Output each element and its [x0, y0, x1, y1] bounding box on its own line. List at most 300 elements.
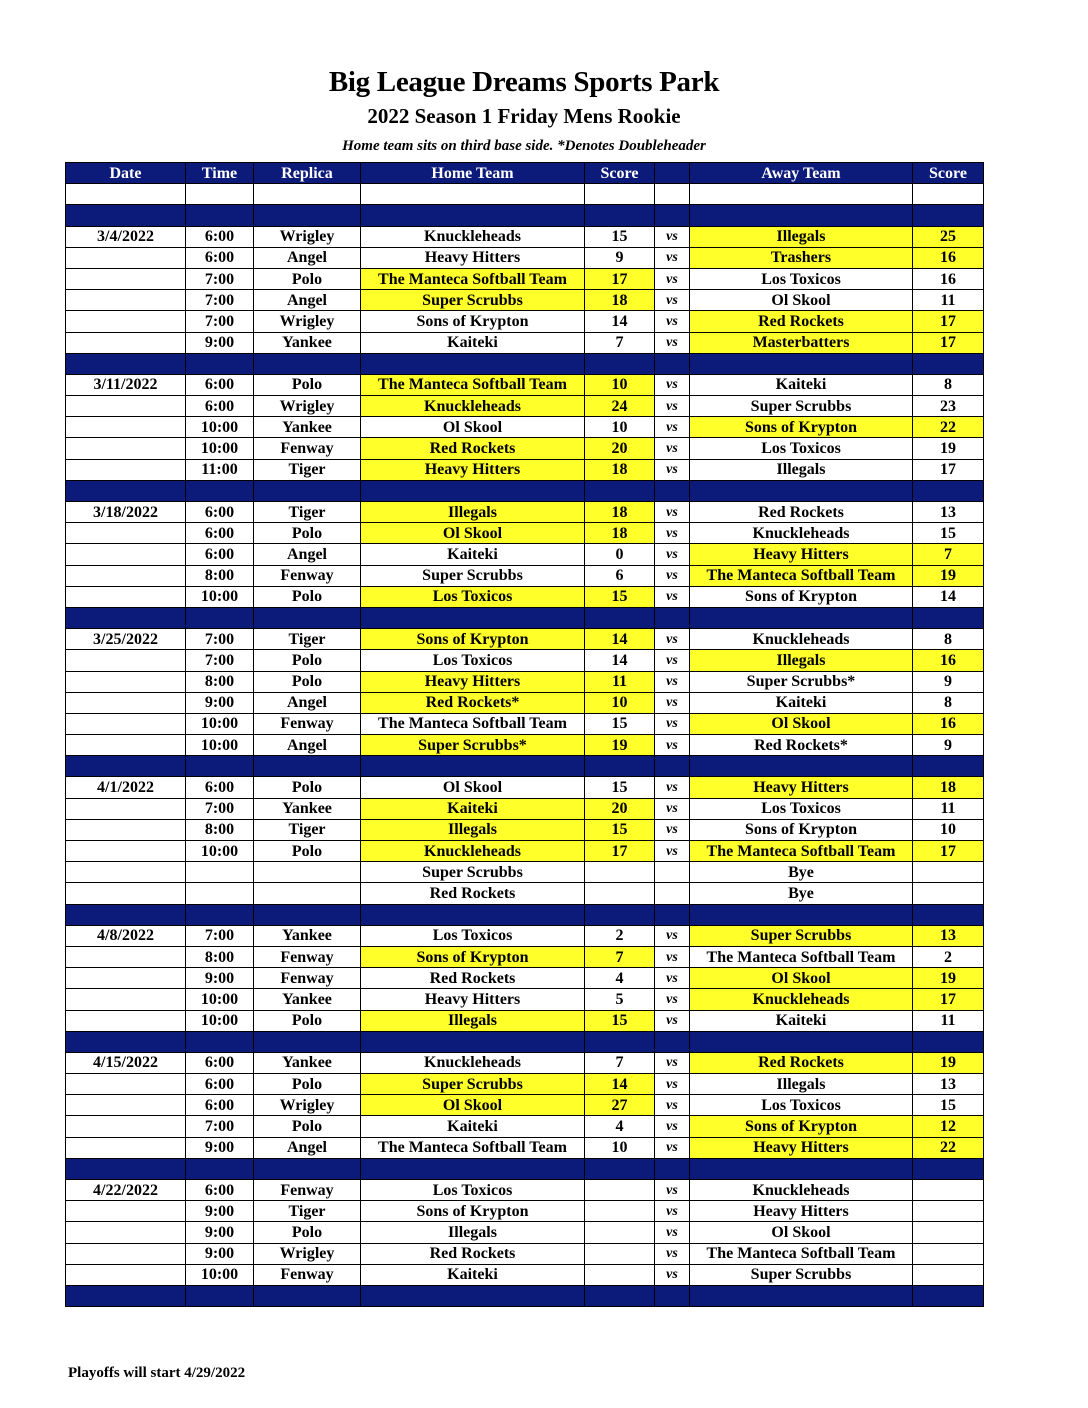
away-score-cell: 22 — [913, 417, 984, 438]
away-score-cell: 2 — [913, 946, 984, 967]
away-score-cell: 17 — [913, 459, 984, 480]
home-team-cell: Heavy Hitters — [361, 671, 585, 692]
away-score-cell: 17 — [913, 841, 984, 862]
column-header-home-score: Score — [585, 163, 655, 184]
away-score-cell: 16 — [913, 650, 984, 671]
vs-cell: vs — [655, 1264, 690, 1285]
away-team-cell: Red Rockets* — [690, 735, 913, 756]
date-cell — [66, 1243, 186, 1264]
home-score-cell: 14 — [585, 650, 655, 671]
separator-cell — [254, 353, 361, 374]
away-score-cell: 17 — [913, 989, 984, 1010]
away-team-cell: Illegals — [690, 459, 913, 480]
separator-cell — [655, 756, 690, 777]
separator-cell — [66, 480, 186, 501]
home-score-cell: 7 — [585, 946, 655, 967]
separator-cell — [186, 607, 254, 628]
home-team-cell: Illegals — [361, 1010, 585, 1031]
separator-cell — [690, 1031, 913, 1052]
date-cell — [66, 247, 186, 268]
time-cell — [186, 862, 254, 883]
home-team-cell: Heavy Hitters — [361, 459, 585, 480]
week-separator-row — [66, 756, 984, 777]
away-team-cell: The Manteca Softball Team — [690, 946, 913, 967]
separator-cell — [254, 904, 361, 925]
vs-cell: vs — [655, 332, 690, 353]
time-cell: 10:00 — [186, 841, 254, 862]
vs-cell: vs — [655, 735, 690, 756]
home-team-cell: Illegals — [361, 819, 585, 840]
date-cell: 4/22/2022 — [66, 1180, 186, 1201]
game-row — [66, 417, 984, 438]
home-score-cell: 19 — [585, 735, 655, 756]
away-score-cell: 13 — [913, 1074, 984, 1095]
vs-cell — [655, 883, 690, 904]
time-cell: 9:00 — [186, 332, 254, 353]
away-team-cell: Red Rockets — [690, 502, 913, 523]
date-cell — [66, 862, 186, 883]
away-team-cell: Sons of Krypton — [690, 417, 913, 438]
away-team-cell: Kaiteki — [690, 1010, 913, 1031]
week-separator-row — [66, 607, 984, 628]
separator-cell — [361, 904, 585, 925]
home-team-cell: The Manteca Softball Team — [361, 374, 585, 395]
away-score-cell: 8 — [913, 692, 984, 713]
game-row — [66, 1222, 984, 1243]
replica-cell: Fenway — [254, 1264, 361, 1285]
separator-cell — [66, 607, 186, 628]
away-score-cell: 11 — [913, 798, 984, 819]
away-score-cell: 8 — [913, 629, 984, 650]
game-row — [66, 1180, 984, 1201]
home-team-cell: The Manteca Softball Team — [361, 268, 585, 289]
away-team-cell: Ol Skool — [690, 713, 913, 734]
game-row — [66, 798, 984, 819]
time-cell: 7:00 — [186, 290, 254, 311]
separator-cell — [254, 1031, 361, 1052]
separator-cell — [655, 1031, 690, 1052]
away-score-cell — [913, 862, 984, 883]
home-team-cell: Knuckleheads — [361, 1052, 585, 1073]
away-score-cell — [913, 1243, 984, 1264]
separator-cell — [66, 1158, 186, 1179]
replica-cell: Yankee — [254, 925, 361, 946]
game-row — [66, 1010, 984, 1031]
date-cell — [66, 311, 186, 332]
vs-cell: vs — [655, 692, 690, 713]
away-score-cell: 18 — [913, 777, 984, 798]
replica-cell: Fenway — [254, 565, 361, 586]
separator-cell — [361, 480, 585, 501]
time-cell: 6:00 — [186, 1095, 254, 1116]
separator-cell — [66, 205, 186, 226]
date-cell — [66, 459, 186, 480]
replica-cell: Polo — [254, 650, 361, 671]
replica-cell: Yankee — [254, 798, 361, 819]
game-row — [66, 502, 984, 523]
away-team-cell: Heavy Hitters — [690, 1137, 913, 1158]
separator-cell — [254, 480, 361, 501]
replica-cell: Angel — [254, 290, 361, 311]
week-separator-row — [66, 1031, 984, 1052]
replica-cell: Tiger — [254, 819, 361, 840]
game-row — [66, 268, 984, 289]
home-team-cell: Sons of Krypton — [361, 1201, 585, 1222]
home-score-cell: 6 — [585, 565, 655, 586]
away-team-cell: Red Rockets — [690, 1052, 913, 1073]
away-team-cell: Ol Skool — [690, 1222, 913, 1243]
week-separator-row — [66, 480, 984, 501]
home-score-cell — [585, 1180, 655, 1201]
home-score-cell: 14 — [585, 1074, 655, 1095]
away-score-cell: 9 — [913, 671, 984, 692]
separator-cell — [361, 1285, 585, 1306]
separator-cell — [361, 205, 585, 226]
home-score-cell: 18 — [585, 459, 655, 480]
home-team-cell: Knuckleheads — [361, 841, 585, 862]
separator-cell — [913, 1158, 984, 1179]
game-row — [66, 819, 984, 840]
game-row — [66, 1074, 984, 1095]
away-team-cell: The Manteca Softball Team — [690, 1243, 913, 1264]
game-row — [66, 1264, 984, 1285]
game-row — [66, 777, 984, 798]
column-header-away-score: Score — [913, 163, 984, 184]
home-team-cell: Knuckleheads — [361, 226, 585, 247]
home-score-cell: 24 — [585, 396, 655, 417]
vs-cell: vs — [655, 502, 690, 523]
date-cell — [66, 650, 186, 671]
replica-cell: Tiger — [254, 459, 361, 480]
home-score-cell: 11 — [585, 671, 655, 692]
replica-cell: Polo — [254, 1010, 361, 1031]
home-team-cell: Super Scrubbs — [361, 565, 585, 586]
vs-cell: vs — [655, 841, 690, 862]
separator-cell — [585, 353, 655, 374]
home-team-cell: Kaiteki — [361, 332, 585, 353]
home-team-cell: Super Scrubbs* — [361, 735, 585, 756]
week-separator-row — [66, 1158, 984, 1179]
date-cell — [66, 798, 186, 819]
vs-cell: vs — [655, 1222, 690, 1243]
separator-cell — [186, 1031, 254, 1052]
separator-cell — [186, 205, 254, 226]
home-score-cell: 27 — [585, 1095, 655, 1116]
separator-cell — [66, 1031, 186, 1052]
home-score-cell: 0 — [585, 544, 655, 565]
game-row — [66, 396, 984, 417]
replica-cell: Polo — [254, 374, 361, 395]
time-cell: 6:00 — [186, 396, 254, 417]
separator-cell — [690, 205, 913, 226]
home-team-cell: Los Toxicos — [361, 925, 585, 946]
game-row — [66, 226, 984, 247]
replica-cell: Tiger — [254, 502, 361, 523]
date-cell: 3/18/2022 — [66, 502, 186, 523]
date-cell: 4/15/2022 — [66, 1052, 186, 1073]
replica-cell — [254, 862, 361, 883]
away-team-cell: Masterbatters — [690, 332, 913, 353]
vs-cell: vs — [655, 544, 690, 565]
vs-cell: vs — [655, 311, 690, 332]
time-cell: 9:00 — [186, 1243, 254, 1264]
time-cell: 6:00 — [186, 502, 254, 523]
home-score-cell: 15 — [585, 586, 655, 607]
vs-cell: vs — [655, 523, 690, 544]
game-row — [66, 332, 984, 353]
away-score-cell: 9 — [913, 735, 984, 756]
time-cell: 9:00 — [186, 1137, 254, 1158]
column-header-vs — [655, 163, 690, 184]
replica-cell: Fenway — [254, 968, 361, 989]
date-cell — [66, 268, 186, 289]
away-score-cell: 17 — [913, 332, 984, 353]
away-team-cell: The Manteca Softball Team — [690, 565, 913, 586]
home-score-cell — [585, 1201, 655, 1222]
replica-cell: Polo — [254, 841, 361, 862]
game-row — [66, 1095, 984, 1116]
home-team-cell: Los Toxicos — [361, 650, 585, 671]
home-score-cell: 15 — [585, 777, 655, 798]
game-row — [66, 459, 984, 480]
away-score-cell: 16 — [913, 713, 984, 734]
time-cell: 10:00 — [186, 1010, 254, 1031]
date-cell — [66, 544, 186, 565]
home-team-cell: Super Scrubbs — [361, 290, 585, 311]
time-cell: 6:00 — [186, 247, 254, 268]
away-score-cell — [913, 1264, 984, 1285]
replica-cell: Fenway — [254, 438, 361, 459]
away-team-cell: Los Toxicos — [690, 438, 913, 459]
game-row — [66, 841, 984, 862]
schedule-note: Home team sits on third base side. *Denotes Doubleheader — [342, 138, 706, 154]
vs-cell: vs — [655, 1243, 690, 1264]
game-row — [66, 671, 984, 692]
replica-cell: Wrigley — [254, 311, 361, 332]
date-cell: 4/8/2022 — [66, 925, 186, 946]
away-score-cell: 19 — [913, 438, 984, 459]
vs-cell: vs — [655, 946, 690, 967]
home-team-cell: The Manteca Softball Team — [361, 713, 585, 734]
home-team-cell: Red Rockets — [361, 883, 585, 904]
vs-cell: vs — [655, 247, 690, 268]
home-score-cell: 18 — [585, 290, 655, 311]
home-score-cell: 20 — [585, 798, 655, 819]
separator-cell — [690, 353, 913, 374]
time-cell: 9:00 — [186, 1222, 254, 1243]
home-team-cell: Super Scrubbs — [361, 862, 585, 883]
vs-cell: vs — [655, 396, 690, 417]
date-cell — [66, 1010, 186, 1031]
vs-cell: vs — [655, 713, 690, 734]
game-row — [66, 586, 984, 607]
home-team-cell: Los Toxicos — [361, 1180, 585, 1201]
game-row — [66, 1052, 984, 1073]
separator-cell — [690, 1158, 913, 1179]
date-cell — [66, 1116, 186, 1137]
vs-cell: vs — [655, 226, 690, 247]
vs-cell: vs — [655, 650, 690, 671]
home-score-cell: 10 — [585, 1137, 655, 1158]
replica-cell: Yankee — [254, 417, 361, 438]
away-score-cell: 15 — [913, 523, 984, 544]
replica-cell: Yankee — [254, 332, 361, 353]
separator-cell — [186, 904, 254, 925]
column-header-date: Date — [66, 163, 186, 184]
separator-cell — [585, 756, 655, 777]
home-score-cell: 7 — [585, 1052, 655, 1073]
replica-cell: Yankee — [254, 989, 361, 1010]
time-cell: 10:00 — [186, 1264, 254, 1285]
separator-cell — [186, 353, 254, 374]
vs-cell: vs — [655, 629, 690, 650]
away-team-cell: Los Toxicos — [690, 798, 913, 819]
date-cell — [66, 438, 186, 459]
away-team-cell: Kaiteki — [690, 374, 913, 395]
away-team-cell: Ol Skool — [690, 290, 913, 311]
time-cell: 6:00 — [186, 1052, 254, 1073]
vs-cell: vs — [655, 586, 690, 607]
away-team-cell: Sons of Krypton — [690, 586, 913, 607]
game-row — [66, 989, 984, 1010]
away-score-cell: 14 — [913, 586, 984, 607]
away-team-cell: Illegals — [690, 650, 913, 671]
separator-cell — [585, 205, 655, 226]
date-cell — [66, 968, 186, 989]
replica-cell: Polo — [254, 268, 361, 289]
replica-cell: Polo — [254, 671, 361, 692]
separator-cell — [585, 480, 655, 501]
vs-cell: vs — [655, 290, 690, 311]
time-cell: 6:00 — [186, 523, 254, 544]
vs-cell: vs — [655, 989, 690, 1010]
vs-cell: vs — [655, 968, 690, 989]
playoffs-note: Playoffs will start 4/29/2022 — [68, 1365, 246, 1381]
home-score-cell: 15 — [585, 1010, 655, 1031]
home-team-cell: The Manteca Softball Team — [361, 1137, 585, 1158]
away-team-cell: Knuckleheads — [690, 523, 913, 544]
separator-cell — [655, 1285, 690, 1306]
away-score-cell: 15 — [913, 1095, 984, 1116]
vs-cell: vs — [655, 417, 690, 438]
away-team-cell: Red Rockets — [690, 311, 913, 332]
replica-cell: Fenway — [254, 713, 361, 734]
vs-cell: vs — [655, 798, 690, 819]
date-cell: 3/4/2022 — [66, 226, 186, 247]
separator-cell — [655, 1158, 690, 1179]
game-row — [66, 290, 984, 311]
replica-cell: Fenway — [254, 1180, 361, 1201]
game-row — [66, 692, 984, 713]
replica-cell: Wrigley — [254, 226, 361, 247]
date-cell — [66, 523, 186, 544]
time-cell — [186, 883, 254, 904]
separator-cell — [585, 607, 655, 628]
home-score-cell: 9 — [585, 247, 655, 268]
home-score-cell: 10 — [585, 417, 655, 438]
schedule-table — [65, 162, 984, 1307]
away-team-cell: Illegals — [690, 226, 913, 247]
vs-cell: vs — [655, 777, 690, 798]
time-cell: 7:00 — [186, 798, 254, 819]
date-cell — [66, 1264, 186, 1285]
away-score-cell: 8 — [913, 374, 984, 395]
separator-cell — [186, 1285, 254, 1306]
vs-cell: vs — [655, 1201, 690, 1222]
time-cell: 7:00 — [186, 1116, 254, 1137]
separator-cell — [254, 1285, 361, 1306]
replica-cell: Angel — [254, 247, 361, 268]
separator-cell — [66, 904, 186, 925]
vs-cell — [655, 862, 690, 883]
date-cell — [66, 417, 186, 438]
away-score-cell: 23 — [913, 396, 984, 417]
away-team-cell: Kaiteki — [690, 692, 913, 713]
separator-cell — [913, 756, 984, 777]
separator-cell — [913, 607, 984, 628]
vs-cell: vs — [655, 925, 690, 946]
home-score-cell: 10 — [585, 692, 655, 713]
separator-cell — [913, 1031, 984, 1052]
game-row — [66, 311, 984, 332]
away-team-cell: Bye — [690, 862, 913, 883]
replica-cell: Tiger — [254, 629, 361, 650]
home-team-cell: Sons of Krypton — [361, 946, 585, 967]
home-team-cell: Los Toxicos — [361, 586, 585, 607]
separator-cell — [254, 1158, 361, 1179]
separator-cell — [585, 1158, 655, 1179]
date-cell — [66, 1137, 186, 1158]
date-cell — [66, 692, 186, 713]
away-team-cell: Heavy Hitters — [690, 1201, 913, 1222]
home-team-cell: Knuckleheads — [361, 396, 585, 417]
separator-cell — [66, 353, 186, 374]
replica-cell: Polo — [254, 586, 361, 607]
replica-cell: Polo — [254, 1116, 361, 1137]
time-cell: 7:00 — [186, 650, 254, 671]
separator-cell — [66, 1285, 186, 1306]
home-score-cell: 14 — [585, 629, 655, 650]
game-row — [66, 438, 984, 459]
date-cell — [66, 1222, 186, 1243]
replica-cell: Fenway — [254, 946, 361, 967]
time-cell: 8:00 — [186, 565, 254, 586]
vs-cell: vs — [655, 1074, 690, 1095]
home-score-cell — [585, 1243, 655, 1264]
separator-cell — [186, 1158, 254, 1179]
home-score-cell: 2 — [585, 925, 655, 946]
home-score-cell: 15 — [585, 226, 655, 247]
time-cell: 10:00 — [186, 417, 254, 438]
away-score-cell: 19 — [913, 968, 984, 989]
separator-cell — [690, 480, 913, 501]
away-team-cell: Super Scrubbs — [690, 1264, 913, 1285]
separator-cell — [361, 607, 585, 628]
date-cell: 3/11/2022 — [66, 374, 186, 395]
away-team-cell: Super Scrubbs — [690, 396, 913, 417]
home-score-cell: 20 — [585, 438, 655, 459]
away-team-cell: Illegals — [690, 1074, 913, 1095]
vs-cell: vs — [655, 374, 690, 395]
separator-cell — [690, 756, 913, 777]
game-row — [66, 1116, 984, 1137]
date-cell — [66, 586, 186, 607]
home-team-cell: Ol Skool — [361, 777, 585, 798]
away-score-cell: 13 — [913, 925, 984, 946]
separator-cell — [913, 904, 984, 925]
separator-cell — [585, 1031, 655, 1052]
separator-cell — [913, 353, 984, 374]
